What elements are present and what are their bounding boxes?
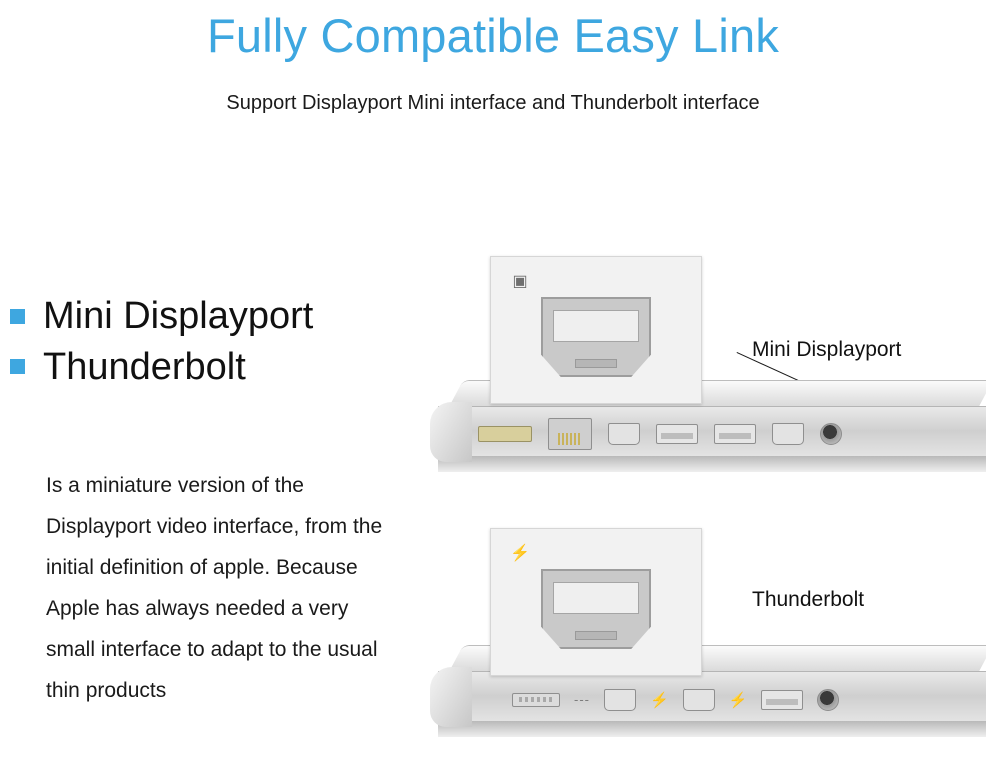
feature-label-mini-displayport: Mini Displayport <box>43 295 314 337</box>
connector-notch <box>575 631 617 640</box>
laptop-corner <box>430 667 472 727</box>
bullet-square-icon <box>10 309 25 324</box>
display-icon: ▣ <box>512 273 528 290</box>
page-title: Fully Compatible Easy Link <box>206 9 780 62</box>
ethernet-port-icon <box>548 418 592 450</box>
thunderbolt-port-icon <box>604 689 636 711</box>
feature-label-thunderbolt: Thunderbolt <box>43 345 246 388</box>
bullet-square-icon <box>10 359 25 374</box>
port-row-top <box>478 418 842 450</box>
mini-displayport-icon <box>772 423 804 445</box>
headphone-jack-icon <box>820 423 842 445</box>
zoom-card-mini-displayport <box>490 256 702 404</box>
list-item <box>0 295 430 338</box>
feature-list <box>0 295 430 702</box>
connector-slot <box>553 582 639 614</box>
page-subtitle: Support Displayport Mini interface and Thunderbolt interface <box>226 92 760 114</box>
connector-slot <box>553 310 639 342</box>
magsafe-power-port-icon <box>512 693 560 707</box>
port-row-bottom <box>512 689 839 711</box>
zoom-card-thunderbolt <box>490 528 702 676</box>
mini-displayport-icon <box>608 423 640 445</box>
mini-displayport-connector-closeup <box>541 297 651 377</box>
connector-notch <box>575 359 617 368</box>
thunderbolt-icon: ⚡ <box>728 692 748 709</box>
laptop-corner <box>430 402 472 462</box>
usb-port-icon <box>761 690 803 710</box>
separator-dashes: --- <box>574 692 590 707</box>
sd-card-slot-icon <box>478 426 532 442</box>
list-item <box>0 346 430 389</box>
thunderbolt-icon: ⚡ <box>510 545 530 562</box>
usb-port-icon <box>714 424 756 444</box>
laptop-body-shadow <box>438 721 986 737</box>
illustration-area <box>430 230 986 779</box>
thunderbolt-port-icon <box>683 689 715 711</box>
thunderbolt-icon: ⚡ <box>650 692 669 709</box>
callout-label-thunderbolt: Thunderbolt <box>752 588 865 611</box>
thunderbolt-connector-closeup <box>541 569 651 649</box>
description-paragraph: Is a miniature version of the Displayport video interface, from the initial definition of apple. Because Apple has always needed a very small interface to adapt to the usual thin products <box>46 474 383 702</box>
headphone-jack-icon <box>817 689 839 711</box>
laptop-body-shadow <box>438 456 986 472</box>
callout-label-mini-displayport: Mini Displayport <box>752 338 902 361</box>
usb-port-icon <box>656 424 698 444</box>
